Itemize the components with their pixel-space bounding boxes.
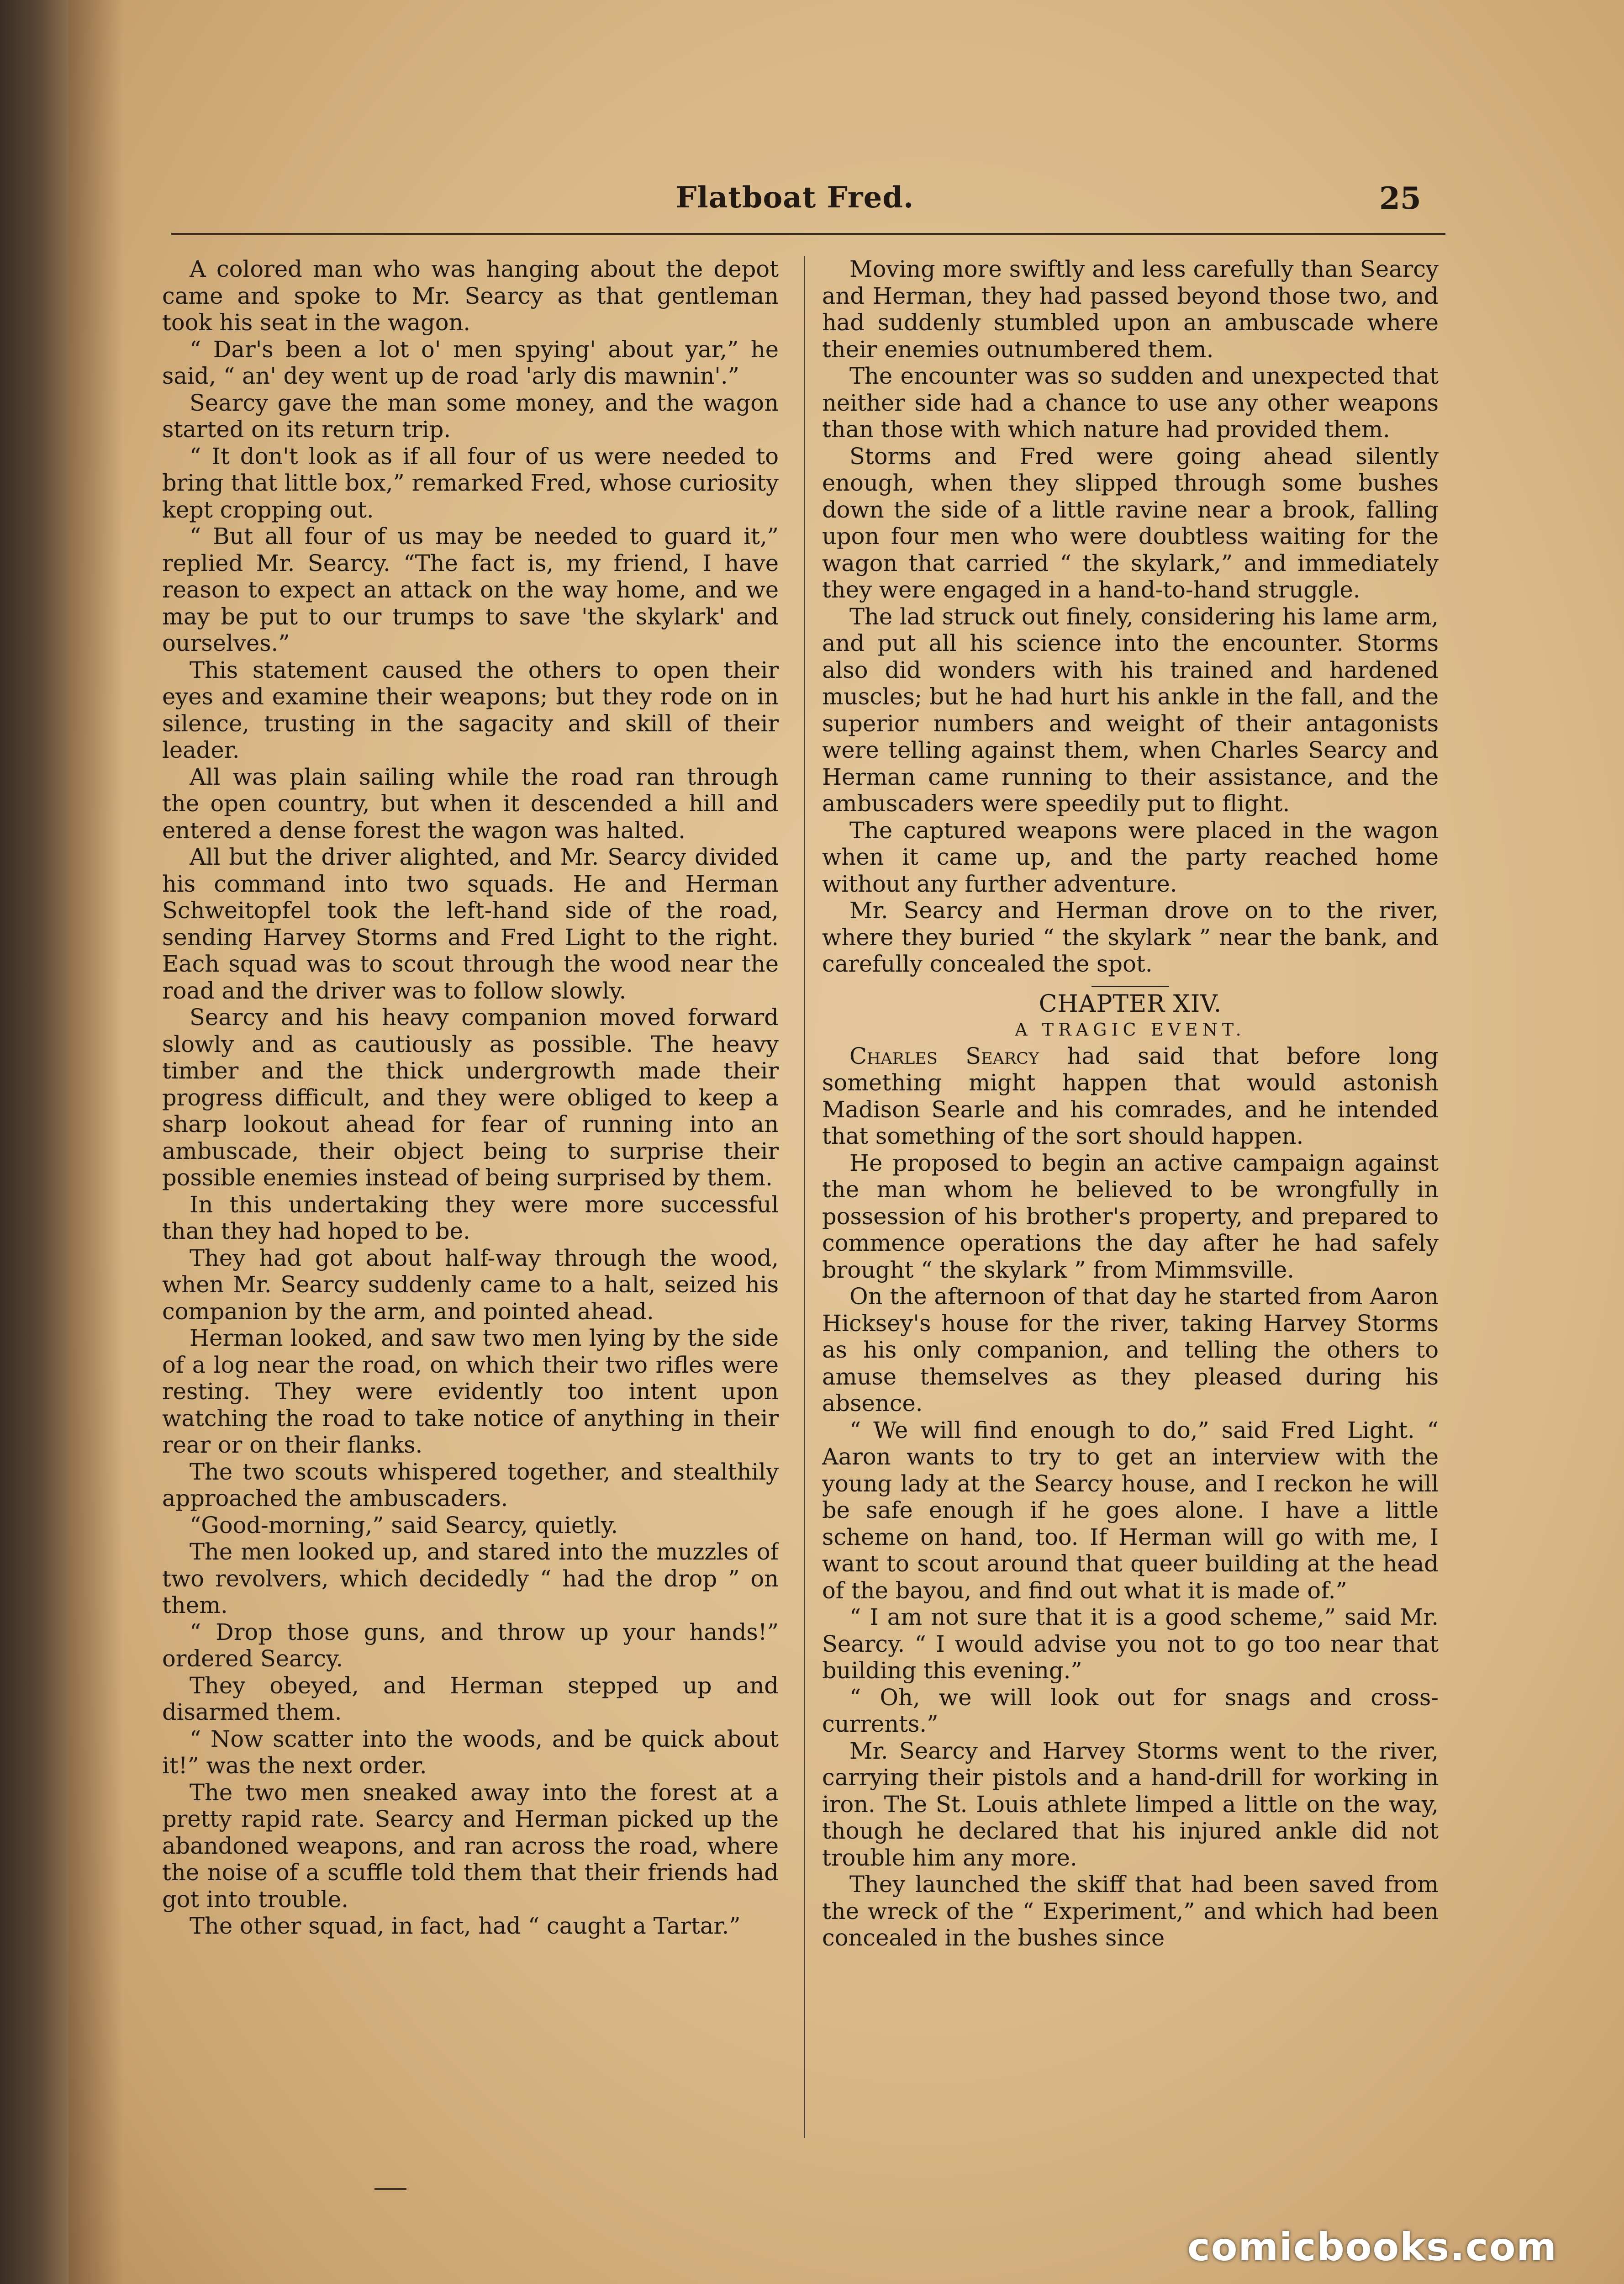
paragraph: He proposed to begin an active campaign against the man whom he believed to be wrongfully in possession of his brother's property, and prepared to commence operations the day after he had safely brought “ the skylark ” from Mimmsville. (822, 1149, 1439, 1283)
chapter-opening-name: Charles Searcy (849, 1042, 1039, 1069)
site-watermark: comicbooks.com (1187, 2225, 1557, 2269)
paragraph: They obeyed, and Herman stepped up and disarmed them. (162, 1672, 779, 1725)
paragraph: The lad struck out finely, considering his lame arm, and put all his science into the encounter. Storms also did wonders with his trained and hardened muscles; but he had hurt his ankle in the fall, and the superior numbers and weight of their antagonists were telling against them, when Charles Searcy and Herman came running to their assistance, and the ambuscaders were speedily put to flight. (822, 603, 1439, 817)
page-number: 25 (1379, 180, 1421, 216)
paragraph: The men looked up, and stared into the muzzles of two revolvers, which decidedly “ had the drop ” on them. (162, 1539, 779, 1618)
paragraph: “ I am not sure that it is a good scheme,” said Mr. Searcy. “ I would advise you not to go too near that building this evening.” (822, 1604, 1439, 1684)
header-rule (171, 233, 1445, 235)
paragraph: All was plain sailing while the road ran through the open country, but when it descended a hill and entered a dense forest the wagon was halted. (162, 763, 779, 844)
chapter-opening-paragraph (822, 1043, 1439, 1150)
paragraph: “ Now scatter into the woods, and be quick about it!” was the next order. (162, 1725, 779, 1779)
paragraph: They launched the skiff that had been saved from the wreck of the “ Experiment,” and which had been concealed in the bushes since (822, 1871, 1439, 1951)
paragraph: “ Dar's been a lot o' men spying' about yar,” he said, “ an' dey went up de road 'arly dis mawnin'.” (162, 336, 779, 389)
paragraph: Searcy and his heavy companion moved forward slowly and as cautiously as possible. The heavy timber and the thick undergrowth made their progress difficult, and they were obliged to keep a sharp lookout ahead for fear of running into an ambuscade, their object being to surprise their possible enemies instead of being surprised by them. (162, 1004, 779, 1191)
paragraph: Moving more swiftly and less carefully than Searcy and Herman, they had passed beyond those two, and had suddenly stumbled upon an ambuscade where their enemies outnumbered them. (822, 256, 1439, 363)
chapter-title: CHAPTER XIV. (1039, 990, 1222, 1018)
paragraph: “ We will find enough to do,” said Fred Light. “ Aaron wants to try to get an interview with the young lady at the Searcy house, and I reckon he will be safe enough if he goes alone. I have a little scheme on hand, too. If Herman will go with me, I want to scout around that queer building at the head of the bayou, and find out what it is made of.” (822, 1417, 1439, 1604)
paragraph: On the afternoon of that day he started from Aaron Hicksey's house for the river, taking Harvey Storms as his only companion, and telling the others to amuse themselves as they pleased during his absence. (822, 1283, 1439, 1417)
paragraph: “ But all four of us may be needed to guard it,” replied Mr. Searcy. “The fact is, my friend, I have reason to expect an attack on the way home, and we may be put to our trumps to save 'the skylark' and ourselves.” (162, 523, 779, 656)
gutter-shadow (69, 0, 123, 2284)
paragraph: This statement caused the others to open their eyes and examine their weapons; but they rode on in silence, trusting in the sagacity and skill of their leader. (162, 656, 779, 763)
paragraph: “ It don't look as if all four of us were needed to bring that little box,” remarked Fred, whose curiosity kept cropping out. (162, 443, 779, 523)
right-column (822, 256, 1439, 2142)
paragraph: A colored man who was hanging about the depot came and spoke to Mr. Searcy as that gentleman took his seat in the wagon. (162, 256, 779, 336)
chapter-subtitle: A TRAGIC EVENT. (1015, 1019, 1246, 1040)
paragraph: Herman looked, and saw two men lying by the side of a log near the road, on which their two rifles were resting. They were evidently too intent upon watching the road to take notice of anything in their rear or on their flanks. (162, 1325, 779, 1458)
paragraph: Mr. Searcy and Herman drove on to the river, where they buried “ the skylark ” near the bank, and carefully concealed the spot. (822, 897, 1439, 977)
paragraph: The other squad, in fact, had “ caught a Tartar.” (190, 1913, 741, 1939)
paragraph: The two scouts whispered together, and stealthily approached the ambuscaders. (162, 1458, 779, 1512)
paragraph: The captured weapons were placed in the wagon when it came up, and the party reached home without any further adventure. (822, 817, 1439, 897)
left-column (162, 256, 779, 2142)
chapter-opening-text: had said that before long something might happen that would astonish Madison Searle and his comrades, and he intended that something of the sort should happen. (822, 1042, 1439, 1149)
paragraph: Searcy gave the man some money, and the wagon started on its return trip. (162, 389, 779, 443)
chapter-rule (1091, 986, 1169, 987)
paragraph: The two men sneaked away into the forest at a pretty rapid rate. Searcy and Herman picked up the abandoned weapons, and ran across the road, where the noise of a scuffle told them that their friends had got into trouble. (162, 1779, 779, 1913)
page-header (164, 180, 1443, 231)
paragraph: In this undertaking they were more successful than they had hoped to be. (162, 1191, 779, 1244)
running-title: Flatboat Fred. (676, 180, 914, 215)
paragraph: “Good-morning,” said Searcy, quietly. (190, 1512, 618, 1539)
paragraph: Storms and Fred were going ahead silently enough, when they slipped through some bushes down the side of a little ravine near a brook, falling upon four men who were doubtless waiting for the wagon that carried “ the skylark,” and immediately they were engaged in a hand-to-hand struggle. (822, 443, 1439, 603)
scan-edge (0, 0, 69, 2284)
footer-mark (374, 2188, 406, 2190)
paragraph: Mr. Searcy and Harvey Storms went to the river, carrying their pistols and a hand-drill for working in iron. The St. Louis athlete limped a little on the way, though he declared that his injured ankle did not trouble him any more. (822, 1737, 1439, 1871)
paragraph: “ Oh, we will look out for snags and cross-currents.” (822, 1684, 1439, 1737)
paragraph: “ Drop those guns, and throw up your hands!” ordered Searcy. (162, 1618, 779, 1672)
paragraph: All but the driver alighted, and Mr. Searcy divided his command into two squads. He and Herman Schweitopfel took the left-hand side of the road, sending Harvey Storms and Fred Light to the right. Each squad was to scout through the wood near the road and the driver was to follow slowly. (162, 844, 779, 1004)
paragraph: The encounter was so sudden and unexpected that neither side had a chance to use any other weapons than those with which nature had provided them. (822, 363, 1439, 443)
paragraph: They had got about half-way through the wood, when Mr. Searcy suddenly came to a halt, seized his companion by the arm, and pointed ahead. (162, 1244, 779, 1325)
column-rule (804, 256, 805, 2138)
